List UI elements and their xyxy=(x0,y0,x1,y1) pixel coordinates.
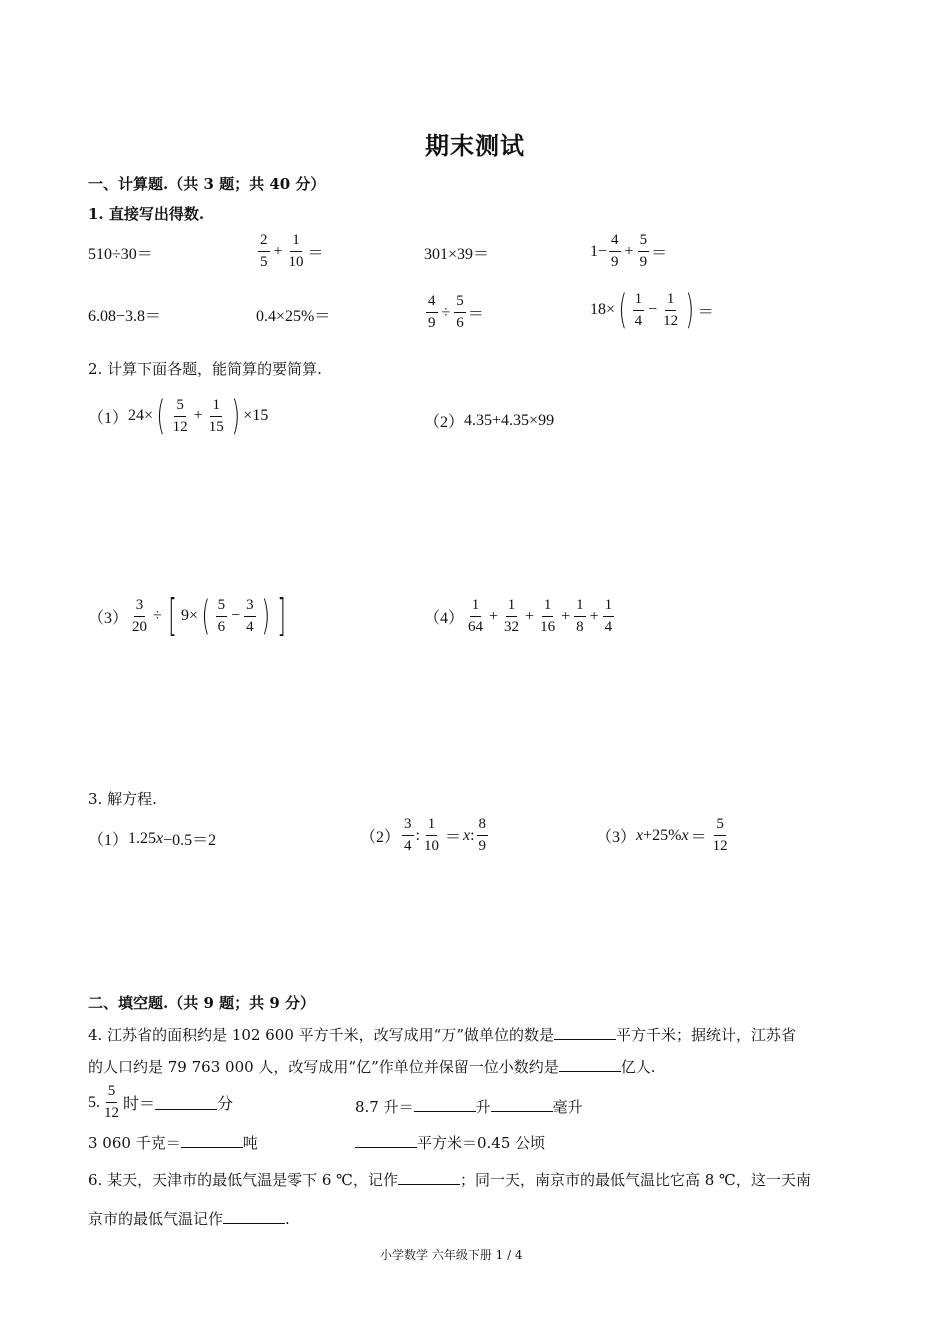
q4-line1: 4. 江苏省的面积约是 102 600 平方千米，改写成用“万”做单位的数是 平方千米；据统计，江苏省 xyxy=(88,1026,796,1044)
answer-blank[interactable] xyxy=(491,1097,553,1112)
q5-d: 平方米＝0.45 公顷 xyxy=(355,1132,545,1153)
q3-p1: （1） 1.25 x −0.5＝2 xyxy=(88,829,217,849)
q1-e7: $\frac{4}{9}$ ÷ $\frac{5}{6}$ ＝ xyxy=(428,293,484,331)
page-title: 期末测试 xyxy=(425,131,525,160)
q1-heading: 1. 直接写出得数. xyxy=(88,205,205,223)
q3-heading: 3. 解方程. xyxy=(88,790,157,808)
q5-b: 8.7 升＝ 升 毫升 xyxy=(355,1098,583,1116)
q5-a: 5. $\frac{5}{12}$ 时＝ 分 xyxy=(88,1083,234,1121)
q2-p2: （2） 4.35+4.35×99 xyxy=(424,411,555,431)
q2-p1: （1） 24× ( $\frac{5}{12}$ + $\frac{1}{15}$ ) ×15 xyxy=(88,393,269,439)
section1-heading: 一、计算题.（共 3 题；共 40 分） xyxy=(88,175,326,193)
q2-p3: （3） $\frac{3}{20}$ ÷ [ 9× ( $\frac{5}{6}$ − $\frac{3}{4}$ ) ] xyxy=(88,590,287,641)
q2-p4: （4） $\frac{1}{64}$ + $\frac{1}{32}$ + $\frac{1}{16}$ + $\frac{1}{8}$ + $\frac{1}{4}$ xyxy=(424,597,613,635)
answer-blank[interactable] xyxy=(223,1209,285,1224)
q1-e3: 301×39＝ xyxy=(424,246,490,263)
q1-e2: $\frac{2}{5}$ + $\frac{1}{10}$ ＝ xyxy=(260,232,324,270)
answer-blank[interactable] xyxy=(554,1025,616,1040)
q2-heading: 2. 计算下面各题，能简算的要简算. xyxy=(88,360,322,378)
q1-e4: 1− $\frac{4}{9}$ + $\frac{5}{9}$ ＝ xyxy=(590,232,668,270)
q6-line1: 6. 某天，天津市的最低气温是零下 6 ℃，记作 ；同一天，南京市的最低气温比它高 8 ℃，这一天南 xyxy=(88,1171,811,1189)
q1-e8: 18× ( $\frac{1}{4}$ − $\frac{1}{12}$ ) ＝ xyxy=(590,287,714,333)
q1-e6: 0.4×25%＝ xyxy=(256,308,331,325)
q5-c: 3 060 千克＝ 吨 xyxy=(88,1134,258,1152)
q1-e5: 6.08−3.8＝ xyxy=(88,308,162,325)
q3-p2: （2） $\frac{3}{4}$ : $\frac{1}{10}$ ＝ x : $\frac{8}{9}$ xyxy=(360,816,487,854)
q3-p3: （3） x +25% x ＝ $\frac{5}{12}$ xyxy=(596,816,728,854)
answer-blank[interactable] xyxy=(559,1057,621,1072)
page-footer: 小学数学 六年级下册 1 / 4 xyxy=(380,1248,523,1262)
answer-blank[interactable] xyxy=(355,1133,417,1148)
answer-blank[interactable] xyxy=(181,1133,243,1148)
q1-e1: 510÷30＝ xyxy=(88,246,153,263)
section2-heading: 二、填空题.（共 9 题；共 9 分） xyxy=(88,994,315,1012)
q4-line2: 的人口约是 79 763 000 人，改写成用“亿”作单位并保留一位小数约是 亿人. xyxy=(88,1058,656,1076)
answer-blank[interactable] xyxy=(414,1097,476,1112)
q6-line2: 京市的最低气温记作 . xyxy=(88,1210,290,1228)
answer-blank[interactable] xyxy=(155,1095,217,1110)
answer-blank[interactable] xyxy=(398,1170,460,1185)
